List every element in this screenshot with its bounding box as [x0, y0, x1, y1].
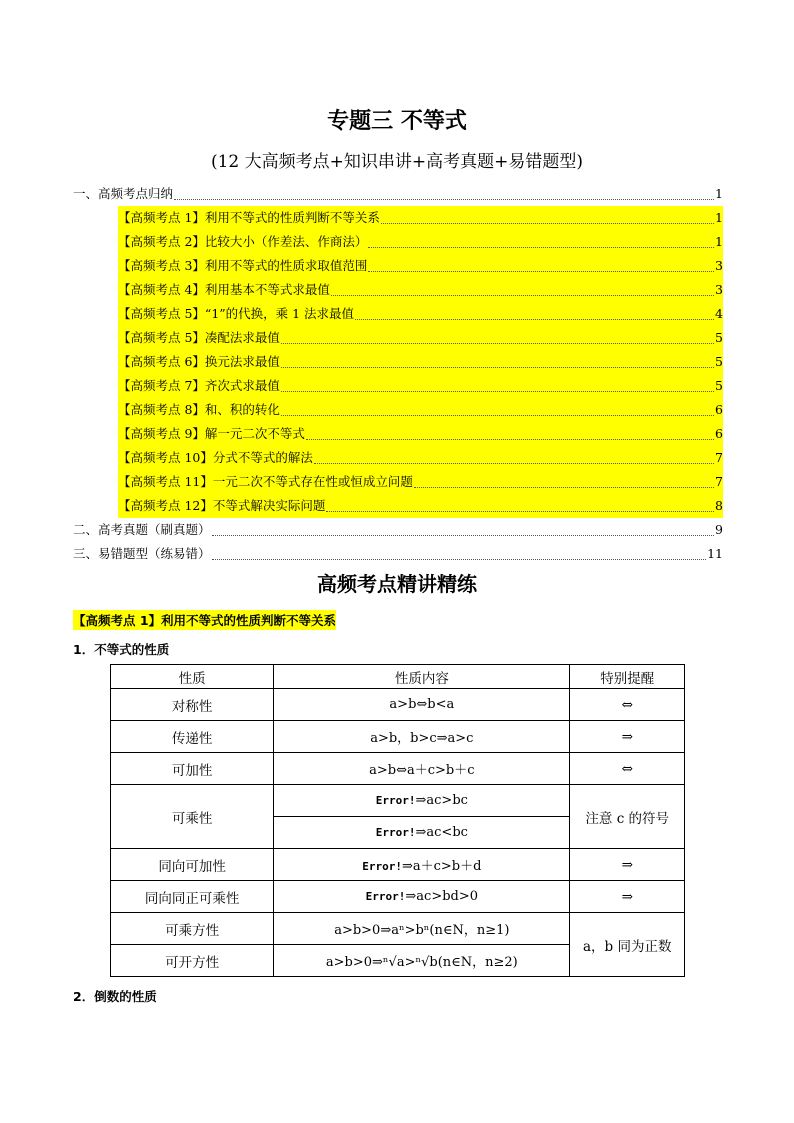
toc-subitem[interactable] — [118, 422, 723, 446]
toc-entry — [118, 470, 723, 494]
toc-leader-dots — [281, 390, 714, 392]
toc-label: 【高频考点 3】利用不等式的性质求取值范围 — [118, 258, 368, 273]
property-note: ⇔ — [570, 689, 685, 721]
table-row — [111, 721, 685, 753]
toc-page-number: 4 — [715, 306, 723, 321]
property-note: ⇒ — [570, 721, 685, 753]
toc-leader-dots — [212, 534, 715, 536]
toc-page-number: 6 — [715, 426, 723, 441]
header-property: 性质 — [111, 665, 274, 689]
property-content: a>b>0⇒ⁿ√a>ⁿ√b(n∈N，n≥2) — [274, 945, 570, 977]
toc-page-number: 7 — [715, 474, 723, 489]
toc-label: 【高频考点 10】分式不等式的解法 — [118, 450, 313, 465]
toc-page-number: 3 — [715, 258, 723, 273]
property-note: ⇒ — [570, 849, 685, 881]
property-content: a>b⇔b<a — [274, 689, 570, 721]
toc-label: 【高频考点 6】换元法求最值 — [118, 354, 280, 369]
toc-entry — [73, 542, 723, 566]
toc-item[interactable] — [73, 182, 723, 206]
sub-heading-inequality-properties: 1．不等式的性质 — [73, 642, 170, 657]
toc-label: 【高频考点 1】利用不等式的性质判断不等关系 — [118, 210, 380, 225]
table-header-row — [111, 665, 685, 689]
toc-page-number: 9 — [715, 522, 723, 537]
properties-table — [110, 664, 685, 977]
table-of-contents — [73, 182, 723, 566]
toc-leader-dots — [174, 198, 714, 200]
property-note: 注意 c 的符号 — [570, 785, 685, 849]
toc-subitem[interactable] — [118, 326, 723, 350]
toc-leader-dots — [281, 414, 714, 416]
property-name: 可乘性 — [111, 785, 274, 849]
toc-subitem[interactable] — [118, 254, 723, 278]
toc-label: 【高频考点 11】一元二次不等式存在性或恒成立问题 — [118, 474, 413, 489]
toc-page-number: 3 — [715, 282, 723, 297]
error-text: Error! — [375, 826, 416, 839]
toc-page-number: 7 — [715, 450, 723, 465]
property-content: a>b，b>c⇒a>c — [274, 721, 570, 753]
toc-entry — [118, 398, 723, 422]
toc-subitem[interactable] — [118, 470, 723, 494]
toc-leader-dots — [306, 438, 714, 440]
property-note: a，b 同为正数 — [570, 913, 685, 977]
toc-label: 【高频考点 5】凑配法求最值 — [118, 330, 280, 345]
toc-entry — [73, 518, 723, 542]
toc-page-number: 11 — [707, 546, 723, 561]
toc-leader-dots — [326, 510, 714, 512]
toc-entry — [118, 206, 723, 230]
toc-leader-dots — [414, 486, 714, 488]
table-row — [111, 849, 685, 881]
property-content-text: ⇒ac<bc — [415, 825, 468, 840]
toc-label: 三、易错题型（练易错） — [73, 546, 211, 561]
property-name: 同向可加性 — [111, 849, 274, 881]
toc-subitem[interactable] — [118, 446, 723, 470]
toc-page-number: 8 — [715, 498, 723, 513]
toc-entry — [118, 374, 723, 398]
property-name: 传递性 — [111, 721, 274, 753]
toc-label: 【高频考点 2】比较大小（作差法、作商法） — [118, 234, 368, 249]
error-text: Error! — [365, 890, 406, 903]
property-content: a>b⇔a＋c>b＋c — [274, 753, 570, 785]
toc-label: 一、高频考点归纳 — [73, 186, 174, 201]
toc-subitem[interactable] — [118, 302, 723, 326]
key-point-heading: 【高频考点 1】利用不等式的性质判断不等关系 — [73, 610, 336, 630]
toc-item[interactable] — [73, 542, 723, 566]
property-note: ⇒ — [570, 881, 685, 913]
toc-label: 【高频考点 5】“1”的代换，乘 1 法求最值 — [118, 306, 355, 321]
property-note: ⇔ — [570, 753, 685, 785]
property-content-text: ⇒ac>bc — [415, 793, 468, 808]
toc-page-number: 1 — [715, 186, 723, 201]
toc-entry — [118, 254, 723, 278]
property-content — [274, 849, 570, 881]
toc-leader-dots — [368, 270, 714, 272]
table-row — [111, 913, 685, 945]
page-subtitle: (12 大高频考点+知识串讲+高考真题+易错题型) — [210, 152, 584, 172]
toc-subitem[interactable] — [118, 206, 723, 230]
toc-entry — [118, 278, 723, 302]
toc-entry — [118, 230, 723, 254]
toc-leader-dots — [314, 462, 714, 464]
property-name: 可加性 — [111, 753, 274, 785]
toc-leader-dots — [381, 222, 714, 224]
toc-entry — [73, 182, 723, 206]
property-name: 可开方性 — [111, 945, 274, 977]
toc-subitem[interactable] — [118, 230, 723, 254]
property-content — [274, 817, 570, 849]
toc-item[interactable] — [73, 518, 723, 542]
toc-label: 【高频考点 7】齐次式求最值 — [118, 378, 280, 393]
toc-entry — [118, 446, 723, 470]
toc-page-number: 5 — [715, 354, 723, 369]
toc-label: 【高频考点 8】和、积的转化 — [118, 402, 280, 417]
toc-entry — [118, 326, 723, 350]
toc-entry — [118, 302, 723, 326]
toc-label: 【高频考点 4】利用基本不等式求最值 — [118, 282, 330, 297]
toc-leader-dots — [212, 558, 707, 560]
toc-label: 二、高考真题（刷真题） — [73, 522, 211, 537]
page-title: 专题三 不等式 — [327, 109, 467, 134]
property-content-text: ⇒ac>bd>0 — [405, 889, 479, 904]
toc-page-number: 1 — [715, 210, 723, 225]
toc-page-number: 5 — [715, 378, 723, 393]
toc-leader-dots — [355, 318, 714, 320]
toc-leader-dots — [368, 246, 714, 248]
toc-page-number: 1 — [715, 234, 723, 249]
toc-leader-dots — [331, 294, 714, 296]
toc-entry — [118, 494, 723, 518]
property-name: 可乘方性 — [111, 913, 274, 945]
toc-leader-dots — [281, 366, 714, 368]
toc-subitem[interactable] — [118, 374, 723, 398]
toc-label: 【高频考点 12】不等式解决实际问题 — [118, 498, 326, 513]
toc-page-number: 5 — [715, 330, 723, 345]
property-name: 对称性 — [111, 689, 274, 721]
header-content: 性质内容 — [274, 665, 570, 689]
toc-subitem[interactable] — [118, 350, 723, 374]
toc-subitem[interactable] — [118, 494, 723, 518]
toc-leader-dots — [281, 342, 714, 344]
property-content — [274, 881, 570, 913]
table-row — [111, 753, 685, 785]
property-name: 同向同正可乘性 — [111, 881, 274, 913]
table-row — [111, 689, 685, 721]
property-content: a>b>0⇒aⁿ>bⁿ(n∈N，n≥1) — [274, 913, 570, 945]
table-row — [111, 881, 685, 913]
table-row — [111, 785, 685, 817]
toc-subitem[interactable] — [118, 398, 723, 422]
toc-page-number: 6 — [715, 402, 723, 417]
sub-heading-reciprocal-properties: 2．倒数的性质 — [73, 989, 157, 1004]
error-text: Error! — [375, 794, 416, 807]
toc-entry — [118, 422, 723, 446]
toc-subitem[interactable] — [118, 278, 723, 302]
property-content — [274, 785, 570, 817]
property-content-text: ⇒a＋c>b＋d — [401, 859, 482, 874]
error-text: Error! — [362, 860, 402, 873]
header-note: 特别提醒 — [570, 665, 685, 689]
section-heading: 高频考点精讲精练 — [317, 572, 477, 596]
toc-label: 【高频考点 9】解一元二次不等式 — [118, 426, 305, 441]
toc-entry — [118, 350, 723, 374]
